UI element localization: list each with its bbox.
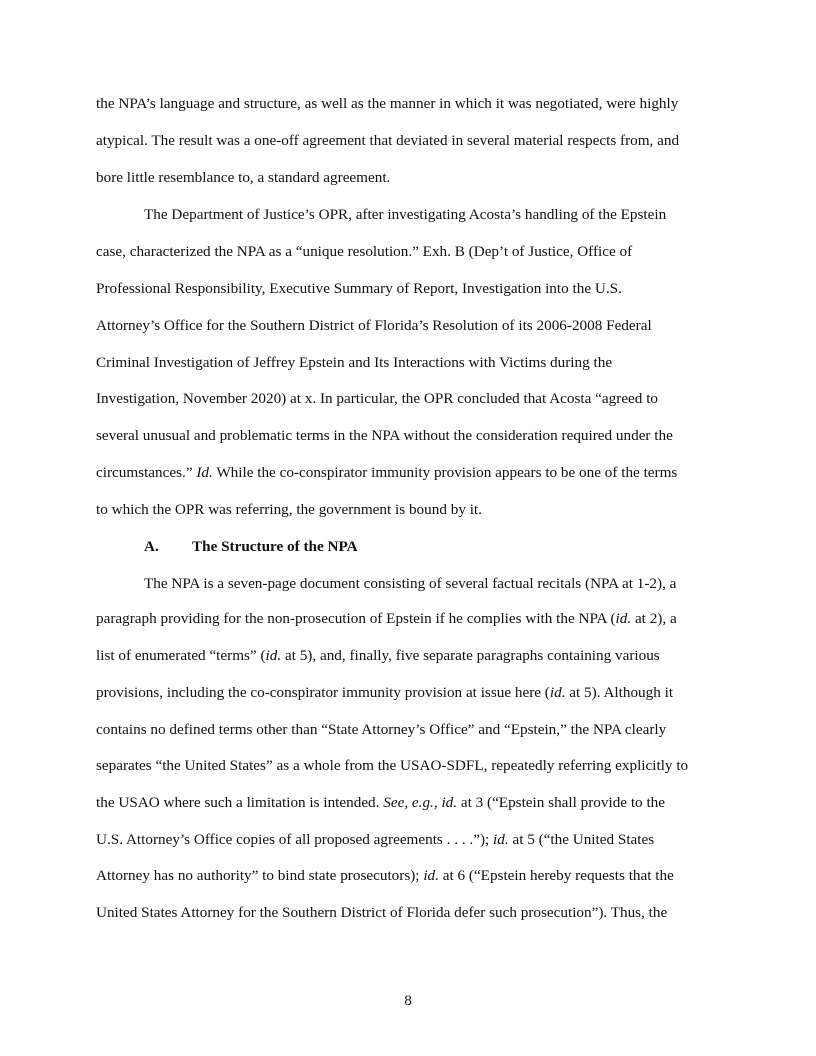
text-line [96, 866, 674, 886]
text-line: The Department of Justice’s OPR, after investigating Acosta’s handling of the Epstein [144, 206, 667, 223]
text-line: Investigation, November 2020) at x. In particular, the OPR concluded that Acosta “agreed to [96, 390, 659, 407]
text-line: several unusual and problematic terms in the NPA without the consideration required under the [96, 427, 673, 444]
citation-italic: id. [615, 610, 632, 627]
text-line: atypical. The result was a one-off agreement that deviated in several material respects from, and [96, 132, 680, 149]
citation-italic: id. [265, 647, 282, 664]
text-run: at 3 (“Epstein shall provide to the [457, 794, 665, 811]
text-line: bore little resemblance to, a standard agreement. [96, 169, 391, 186]
text-run: circumstances.” [96, 464, 197, 481]
citation-italic: id. [549, 684, 566, 701]
text-line [96, 609, 677, 629]
text-run: at 5), and, finally, five separate paragraphs containing various [281, 647, 660, 664]
page-number: 8 [404, 992, 412, 1009]
citation-italic: Id. [196, 464, 213, 481]
section-title: The Structure of the NPA [192, 538, 358, 555]
text-run: at 6 (“Epstein hereby requests that the [438, 867, 674, 884]
text-line [96, 793, 665, 813]
text-line: United States Attorney for the Southern District of Florida defer such prosecution”). Thus, the [96, 904, 668, 921]
text-line [96, 830, 654, 850]
text-line: the NPA’s language and structure, as well as the manner in which it was negotiated, were highly [96, 95, 679, 112]
text-line: Attorney’s Office for the Southern District of Florida’s Resolution of its 2006-2008 Federal [96, 317, 652, 334]
citation-italic: See, e.g., id. [383, 794, 458, 811]
citation-italic: id. [493, 831, 509, 848]
text-line [96, 646, 660, 666]
text-line: Professional Responsibility, Executive Summary of Report, Investigation into the U.S. [96, 280, 622, 297]
section-letter: A. [144, 538, 159, 555]
text-run: Attorney has no authority” to bind state prosecutors); [96, 867, 424, 884]
text-run: at 5). Although it [565, 684, 674, 701]
text-line: case, characterized the NPA as a “unique resolution.” Exh. B (Dep’t of Justice, Office of [96, 243, 633, 260]
text-run: at 2), a [631, 610, 677, 627]
text-line: to which the OPR was referring, the government is bound by it. [96, 501, 482, 518]
text-run: While the co-conspirator immunity provision appears to be one of the terms [212, 464, 678, 481]
text-line: Criminal Investigation of Jeffrey Epstein and Its Interactions with Victims during the [96, 354, 613, 371]
text-line: separates “the United States” as a whole from the USAO-SDFL, repeatedly referring explicitly to [96, 757, 689, 774]
text-line [96, 683, 673, 703]
text-line: contains no defined terms other than “State Attorney’s Office” and “Epstein,” the NPA clearly [96, 721, 667, 738]
citation-italic: id. [423, 867, 439, 884]
text-run: at 5 (“the United States [508, 831, 655, 848]
text-run: U.S. Attorney’s Office copies of all proposed agreements . . . .”); [96, 831, 494, 848]
text-run: list of enumerated “terms” ( [96, 647, 266, 664]
text-run: provisions, including the co-conspirator immunity provision at issue here ( [96, 684, 550, 701]
text-run: paragraph providing for the non-prosecution of Epstein if he complies with the NPA ( [96, 610, 616, 627]
text-line [96, 463, 677, 483]
text-line: The NPA is a seven-page document consisting of several factual recitals (NPA at 1-2), a [144, 575, 677, 592]
text-run: the USAO where such a limitation is intended. [96, 794, 384, 811]
